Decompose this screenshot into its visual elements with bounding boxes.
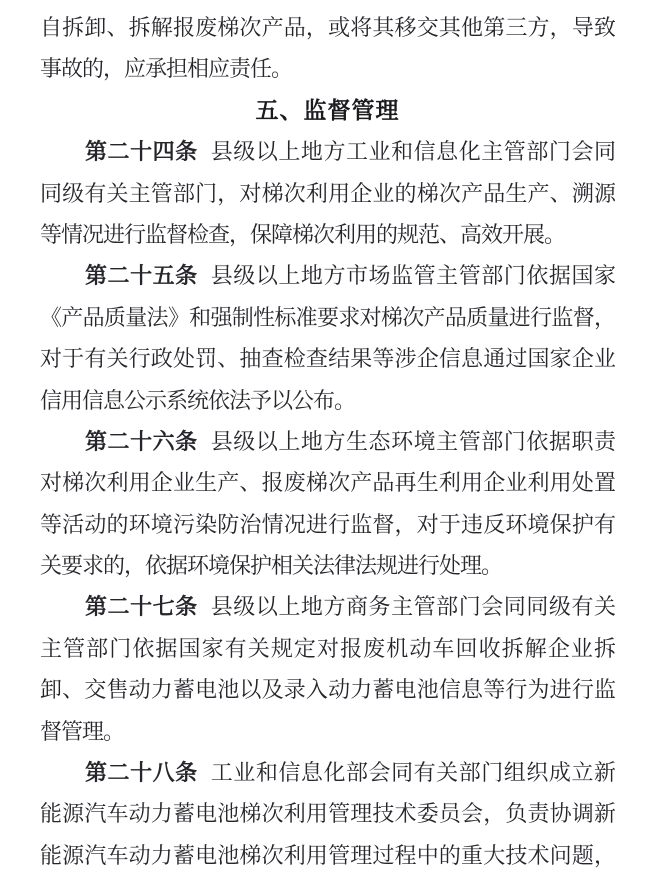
- text-line: 对梯次利用企业生产、报废梯次产品再生利用企业利用处置: [40, 470, 615, 496]
- section-heading: 五、监督管理: [255, 96, 400, 123]
- article-number: 第二十七条: [85, 594, 198, 620]
- text-line: 等活动的环境污染防治情况进行监督，对于违反环境保护有: [40, 511, 615, 537]
- article-first-line: [40, 752, 615, 793]
- text-line: 同级有关主管部门，对梯次利用企业的梯次产品生产、溯源: [40, 180, 615, 206]
- line-text: 县级以上地方市场监管主管部门依据国家: [210, 263, 615, 289]
- text-line: 等情况进行监督检查，保障梯次利用的规范、高效开展。: [40, 221, 566, 247]
- text-line: 主管部门依据国家有关规定对报废机动车回收拆解企业拆: [40, 635, 615, 661]
- article-first-line: [40, 255, 615, 296]
- text-line: 信用信息公示系统依法予以公布。: [40, 387, 356, 413]
- text-line: 自拆卸、拆解报废梯次产品，或将其移交其他第三方，导致: [40, 15, 615, 40]
- text-line: 对于有关行政处罚、抽查检查结果等涉企信息通过国家企业: [40, 346, 615, 372]
- text-line: 督管理。: [40, 718, 125, 744]
- document-page: [40, 7, 615, 876]
- line-text: 工业和信息化部会同有关部门组织成立新: [210, 760, 615, 786]
- text-line: 能源汽车动力蓄电池梯次利用管理过程中的重大技术问题，: [40, 842, 615, 868]
- text-line: 关要求的，依据环境保护相关法律法规进行处理。: [40, 553, 503, 579]
- text-line: 事故的，应承担相应责任。: [40, 56, 293, 82]
- article-number: 第二十八条: [85, 760, 198, 786]
- line-text: 县级以上地方工业和信息化主管部门会同: [210, 139, 615, 165]
- line-text: 县级以上地方生态环境主管部门依据职责: [210, 428, 615, 454]
- article-first-line: [40, 421, 615, 462]
- article-first-line: [40, 131, 615, 172]
- article-number: 第二十五条: [85, 263, 198, 289]
- article-first-line: [40, 586, 615, 627]
- text-line: 能源汽车动力蓄电池梯次利用管理技术委员会，负责协调新: [40, 801, 615, 827]
- article-number: 第二十四条: [85, 139, 198, 165]
- line-text: 县级以上地方商务主管部门会同同级有关: [210, 594, 615, 620]
- article-number: 第二十六条: [85, 428, 198, 454]
- text-line: 《产品质量法》和强制性标准要求对梯次产品质量进行监督，: [40, 304, 615, 330]
- text-line: 卸、交售动力蓄电池以及录入动力蓄电池信息等行为进行监: [40, 677, 615, 703]
